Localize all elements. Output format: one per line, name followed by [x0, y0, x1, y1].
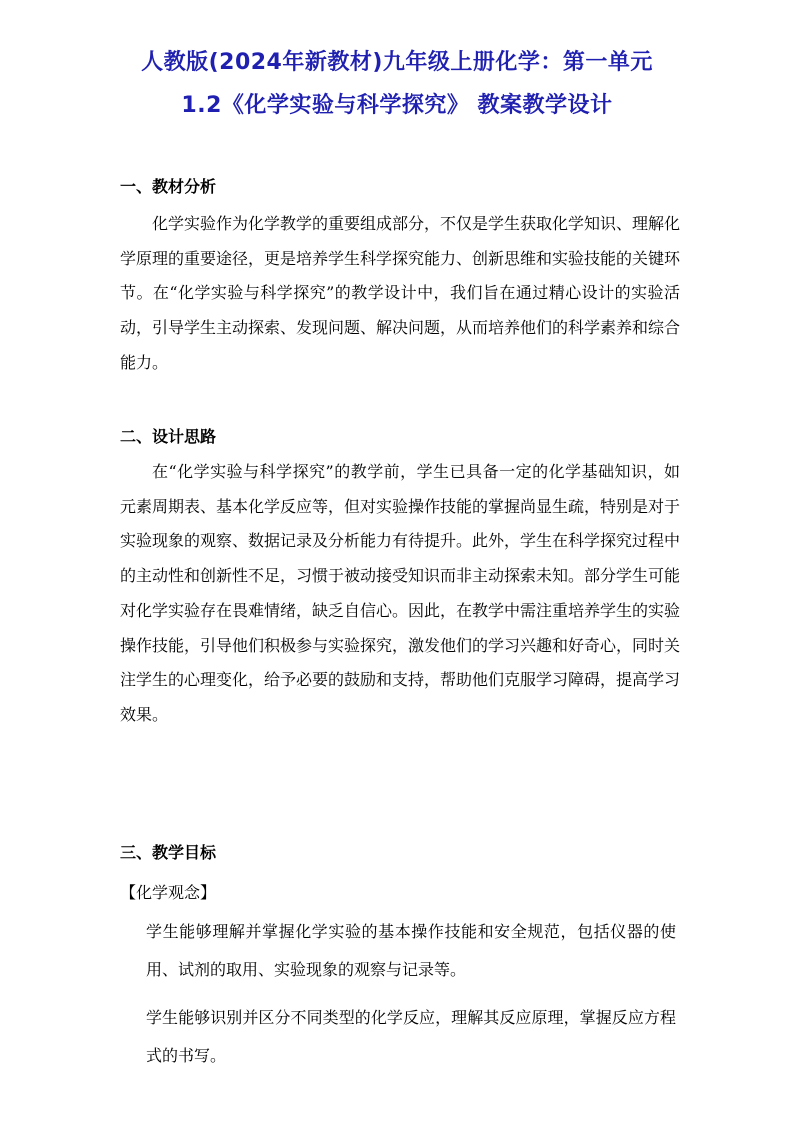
section-heading-design-idea: 二、设计思路 — [120, 427, 217, 446]
document-title-line-2: 1.2《化学实验与科学探究》 教案教学设计 — [181, 93, 613, 118]
objective-item: 学生能够理解并掌握化学实验的基本操作技能和安全规范，包括仪器的使用、试剂的取用、实验现象的观察与记录等。 — [146, 922, 676, 979]
section-paragraph-design-idea: 在“化学实验与科学探究”的教学前，学生已具备一定的化学基础知识，如元素周期表、基本化学反应等，但对实验操作技能的掌握尚显生疏，特别是对于实验现象的观察、数据记录及分析能力有待提升。此外，学生在科学探究过程中的主动性和创新性不足，习惯于被动接受知识而非主动探索未知。部分学生可能对化学实验存在畏难情绪，缺乏自信心。因此，在教学中需注重培养学生的实验操作技能，引导他们积极参与实验探究，激发他们的学习兴趣和好奇心，同时关注学生的心理变化，给予必要的鼓励和支持，帮助他们克服学习障碍，提高学习效果。 — [120, 462, 681, 724]
objective-item: 学生能够识别并区分不同类型的化学反应，理解其反应原理，掌握反应方程式的书写。 — [146, 1008, 676, 1065]
section-heading-textbook-analysis: 一、教材分析 — [120, 177, 217, 196]
subheading-chemistry-concepts: 【化学观念】 — [120, 883, 217, 902]
document-title-line-1: 人教版(2024年新教材)九年级上册化学：第一单元 — [141, 50, 653, 75]
section-heading-teaching-objectives: 三、教学目标 — [120, 843, 217, 862]
section-paragraph-textbook-analysis: 化学实验作为化学教学的重要组成部分，不仅是学生获取化学知识、理解化学原理的重要途径，更是培养学生科学探究能力、创新思维和实验技能的关键环节。在“化学实验与科学探究”的教学设计中，我们旨在通过精心设计的实验活动，引导学生主动探索、发现问题、解决问题，从而培养他们的科学素养和综合能力。 — [120, 214, 681, 372]
